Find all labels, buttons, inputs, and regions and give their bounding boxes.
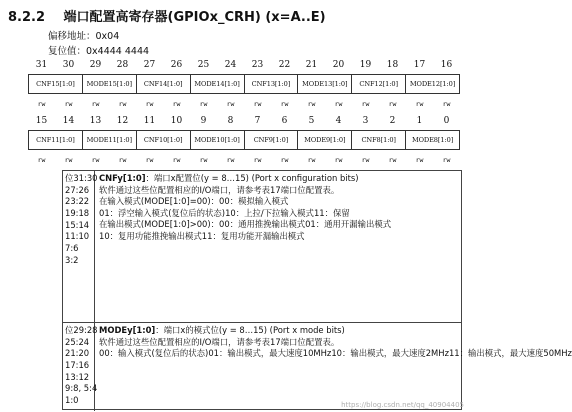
bit-number: 3: [362, 116, 369, 126]
description-line: 01：浮空输入模式(复位后的状态): [99, 207, 226, 218]
section-heading: [8, 6, 326, 25]
access-type: rw: [172, 100, 181, 108]
register-row-low: [28, 130, 460, 150]
bit-range: 19:18: [65, 208, 90, 219]
access-row-low: [28, 156, 460, 164]
register-field: CNF14[1:0]: [137, 75, 191, 93]
bit-range: 15:14: [65, 219, 90, 230]
access-type: rw: [172, 156, 181, 164]
access-type: rw: [118, 100, 127, 108]
access-type: rw: [334, 156, 343, 164]
description-line: 01：输出模式，最大速度10MHz: [208, 348, 332, 359]
register-field: MODE8[1:0]: [411, 136, 454, 144]
bit-number: 6: [281, 116, 288, 126]
register-row-high: [28, 74, 460, 94]
bit-number: 21: [305, 60, 318, 70]
bit-number: 15: [35, 116, 48, 126]
access-type: rw: [442, 100, 451, 108]
cnf-bit-list: [63, 171, 98, 322]
access-type: rw: [415, 100, 424, 108]
access-type: rw: [37, 100, 46, 108]
mode-description: [99, 325, 572, 360]
access-type: rw: [91, 156, 100, 164]
register-field: CNF10[1:0]: [137, 131, 191, 149]
bit-range: 17:16: [65, 360, 90, 371]
bit-number: 19: [359, 60, 372, 70]
bit-number: 13: [89, 116, 102, 126]
description-line: 10：复用功能推挽输出模式: [99, 230, 202, 241]
access-type: rw: [280, 100, 289, 108]
bit-range: 3:2: [65, 254, 79, 265]
register-field: MODE10[1:0]: [191, 131, 245, 149]
bit-number: 1: [416, 116, 423, 126]
access-type: rw: [307, 156, 316, 164]
access-type: rw: [145, 156, 154, 164]
description-line: 10：上拉/下拉输入模式: [225, 207, 314, 218]
description-line: 00：输入模式(复位后的状态): [99, 348, 209, 359]
access-type: rw: [37, 156, 46, 164]
mode-bit-list: [63, 323, 98, 411]
bit-number: 8: [227, 116, 234, 126]
register-field: CNF9[1:0]: [245, 131, 299, 149]
bit-range: 21:20: [65, 348, 90, 359]
bit-number: 17: [413, 60, 426, 70]
access-type: rw: [415, 156, 424, 164]
bit-number: 20: [332, 60, 345, 70]
access-type: rw: [64, 156, 73, 164]
register-field: MODE15[1:0]: [83, 75, 137, 93]
description-line: 在输入模式(MODE[1:0]=00)：: [99, 196, 220, 207]
bit-numbers-high: [28, 60, 460, 70]
description-line: 在输出模式(MODE[1:0]>00)：: [99, 219, 220, 230]
access-type: rw: [307, 100, 316, 108]
mode-title: MODEy[1:0]：端口x的模式位(y = 8…15) (Port x mode bits): [99, 325, 345, 335]
access-type: rw: [361, 100, 370, 108]
bit-number: 30: [62, 60, 75, 70]
access-type: rw: [361, 156, 370, 164]
section-title: 端口配置高寄存器(GPIOx_CRH) (x=A..E): [63, 10, 326, 25]
bit-range: 1:0: [65, 395, 79, 406]
bit-number: 24: [224, 60, 237, 70]
description-line: 10：输出模式，最大速度2MHz: [331, 348, 449, 359]
bit-number: 4: [335, 116, 342, 126]
description-line: 软件通过这些位配置相应的I/O端口，请参考表17端口位配置表。: [99, 336, 340, 347]
bit-range: 27:26: [65, 184, 90, 195]
bit-range: 位29:28: [65, 325, 98, 335]
description-line: 00：通用推挽输出模式: [219, 219, 306, 230]
access-type: rw: [388, 156, 397, 164]
bit-number: 5: [308, 116, 315, 126]
register-field: CNF15[1:0]: [29, 75, 83, 93]
access-type: rw: [118, 156, 127, 164]
access-type: rw: [280, 156, 289, 164]
access-type: rw: [199, 156, 208, 164]
access-type: rw: [253, 100, 262, 108]
cnf-section: [63, 171, 461, 323]
bit-number: 27: [143, 60, 156, 70]
access-type: rw: [145, 100, 154, 108]
description-table: [62, 170, 572, 410]
offset-address: 偏移地址：0x04: [48, 31, 120, 42]
register-field: CNF12[1:0]: [352, 75, 406, 93]
register-field: CNF8[1:0]: [352, 131, 406, 149]
access-type: rw: [226, 100, 235, 108]
access-type: rw: [388, 100, 397, 108]
bit-numbers-low: [28, 116, 460, 126]
register-field: MODE11[1:0]: [83, 131, 137, 149]
bit-range: 7:6: [65, 243, 79, 254]
bit-range: 9:8, 5:4: [65, 383, 98, 394]
watermark: https://blog.csdn.net/qq_40904405: [341, 401, 464, 409]
bit-number: 14: [62, 116, 75, 126]
bit-number: 28: [116, 60, 129, 70]
register-field: MODE12[1:0]: [409, 80, 456, 88]
bit-number: 22: [278, 60, 291, 70]
register-field: MODE9[1:0]: [298, 131, 352, 149]
bit-number: 10: [170, 116, 183, 126]
description-line: 11：输出模式，最大速度50MHz: [448, 348, 572, 359]
bit-number: 16: [440, 60, 453, 70]
bit-range: 13:12: [65, 371, 90, 382]
description-line: 11：复用功能开漏输出模式: [201, 230, 305, 241]
register-field: CNF13[1:0]: [245, 75, 299, 93]
bit-number: 2: [389, 116, 396, 126]
access-type: rw: [334, 100, 343, 108]
bit-range: 位31:30: [65, 173, 98, 183]
access-type: rw: [253, 156, 262, 164]
access-type: rw: [91, 100, 100, 108]
register-field: MODE13[1:0]: [298, 75, 352, 93]
cnf-title: CNFy[1:0]：端口x配置位(y = 8…15) (Port x configuration bits): [99, 173, 359, 183]
description-line: 00：模拟输入模式: [219, 196, 289, 207]
access-type: rw: [226, 156, 235, 164]
bit-range: 23:22: [65, 196, 90, 207]
access-type: rw: [64, 100, 73, 108]
mode-section: [63, 323, 572, 411]
bit-number: 0: [443, 116, 450, 126]
bit-number: 12: [116, 116, 129, 126]
description-line: 11：保留: [313, 207, 350, 218]
bit-number: 9: [200, 116, 207, 126]
bit-number: 31: [35, 60, 48, 70]
access-type: rw: [199, 100, 208, 108]
cnf-description: [99, 173, 459, 243]
bit-range: 25:24: [65, 336, 90, 347]
access-type: rw: [442, 156, 451, 164]
bit-number: 23: [251, 60, 264, 70]
bit-number: 7: [254, 116, 261, 126]
register-field: MODE14[1:0]: [191, 75, 245, 93]
bit-number: 25: [197, 60, 210, 70]
bit-number: 29: [89, 60, 102, 70]
register-field: CNF11[1:0]: [29, 131, 83, 149]
reset-value: 复位值：0x4444 4444: [48, 46, 150, 57]
bit-number: 26: [170, 60, 183, 70]
description-line: 01：通用开漏输出模式: [305, 219, 392, 230]
bit-number: 11: [143, 116, 156, 126]
access-row-high: [28, 100, 460, 108]
bit-range: 11:10: [65, 231, 90, 242]
section-number: 8.2.2: [8, 10, 46, 25]
bit-number: 18: [386, 60, 399, 70]
description-line: 软件通过这些位配置相应的I/O端口，请参考表17端口位配置表。: [99, 184, 340, 195]
